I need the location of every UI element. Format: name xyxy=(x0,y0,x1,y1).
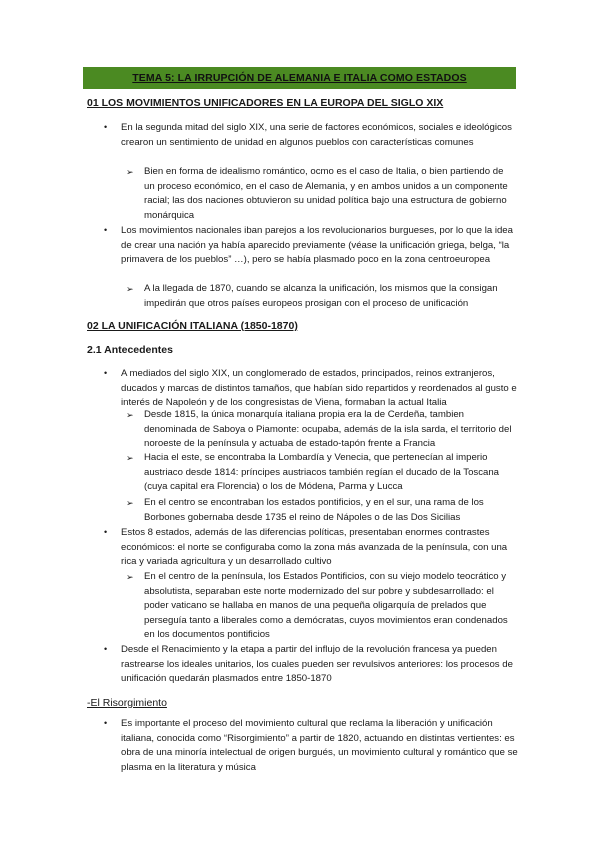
sub-list-item xyxy=(126,451,516,495)
arrow-bullet-icon: ➢ xyxy=(126,572,134,582)
list-item xyxy=(104,224,519,268)
list-item-text: Estos 8 estados, además de las diferencias políticas, presentaban enormes contrastes económicos: el norte se configuraba como la zona más avanzada de la península, con una rica y variada agricultura y un desarrollado cultivo xyxy=(121,527,508,568)
sub-list-item xyxy=(126,282,516,311)
list-item-text: Es importante el proceso del movimiento cultural que reclama la liberación y unificación italiana, conocida como “Risorgimiento” a partir de 1820, actuando en distintas vertientes: es obra de una minoría intelectual de origen burgués, un movimiento cultural y romántico que se plasma en la literatura y música xyxy=(121,718,518,773)
list-item-text: Hacia el este, se encontraba la Lombardía y Venecia, que pertenecían al imperio austriaco desde 1814: príncipes austriacos también regían el ducado de la Toscana (cuya capital era Florencia) o los de Módena, Parma y Lucca xyxy=(144,452,500,493)
arrow-bullet-icon: ➢ xyxy=(126,284,134,294)
list-item xyxy=(104,643,519,687)
section-heading: 02 LA UNIFICACIÓN ITALIANA (1850-1870) xyxy=(87,320,298,332)
sub-list-item xyxy=(126,496,516,525)
arrow-bullet-icon: ➢ xyxy=(126,498,134,508)
list-item-text: Desde el Renacimiento y la etapa a partir del influjo de la revolución francesa ya pueden rastrearse los ideales unitarios, los cuales pueden ser revulsivos anteriores: los procesos de unificación quedarán plasmados entre 1850-1870 xyxy=(121,644,513,685)
subsection-heading: 2.1 Antecedentes xyxy=(87,344,173,356)
list-item xyxy=(104,526,519,570)
section-heading: -El Risorgimiento xyxy=(87,697,167,709)
list-item xyxy=(104,121,519,150)
list-item-text: A mediados del siglo XIX, un conglomerado de estados, principados, reinos extranjeros, ducados y marcas de distintos tamaños, que habían sido repartidos y reordenados al gusto e interés de Napoleón y de los congresistas de Viena, formaban la actual Italia xyxy=(121,368,517,409)
title-banner xyxy=(83,67,516,89)
list-item-text: En el centro de la península, los Estados Pontificios, con su viejo modelo teocrático y absolutista, separaban este norte modernizado del sur pobre y subdesarrollado: el poder vaticano se hallaba en manos de una pequeña oligarquía de prelados que perseguía tanto a liberales como a demócratas, cuyos movimientos eran condenados en los documentos pontificios xyxy=(144,571,508,641)
arrow-bullet-icon: ➢ xyxy=(126,410,134,420)
arrow-bullet-icon: ➢ xyxy=(126,167,134,177)
document-title: TEMA 5: LA IRRUPCIÓN DE ALEMANIA E ITALIA COMO ESTADOS xyxy=(132,72,467,84)
bullet-icon: • xyxy=(104,122,108,132)
list-item-text: Los movimientos nacionales iban parejos a los revolucionarios burgueses, por lo que la idea de crear una nación ya había aparecido previamente (véase la unificación griega, belga, “la primavera de los pueblos” …), pero se había plasmado poco en la zona centroeuropea xyxy=(121,225,513,266)
list-item xyxy=(104,717,519,775)
sub-list-item xyxy=(126,165,516,223)
bullet-icon: • xyxy=(104,718,108,728)
bullet-icon: • xyxy=(104,225,108,235)
sub-list-item xyxy=(126,570,516,643)
list-item-text: Bien en forma de idealismo romántico, ocmo es el caso de Italia, o bien partiendo de un proceso económico, en el caso de Alemania, y en ambos unidos a un componente racial; las dos naciones obtuvieron su unidad política bajo una estructura de gobierno monárquica xyxy=(144,166,508,221)
list-item-text: Desde 1815, la única monarquía italiana propia era la de Cerdeña, tambien denominada de Saboya o Piamonte: ocupaba, además de la isla sarda, el territorio del noroeste de la península y actuaba de estado-tapón frente a Francia xyxy=(144,409,512,450)
sub-list-item xyxy=(126,408,516,452)
section-heading: 01 LOS MOVIMIENTOS UNIFICADORES EN LA EUROPA DEL SIGLO XIX xyxy=(87,97,444,109)
bullet-icon: • xyxy=(104,644,108,654)
bullet-icon: • xyxy=(104,527,108,537)
arrow-bullet-icon: ➢ xyxy=(126,453,134,463)
list-item-text: En el centro se encontraban los estados pontificios, y en el sur, una rama de los Borbones gobernaba desde 1735 el reino de Nápoles o de las Dos Sicilias xyxy=(144,497,484,523)
list-item-text: En la segunda mitad del siglo XIX, una serie de factores económicos, sociales e ideológicos crearon un sentimiento de unidad en algunos pueblos con características comunes xyxy=(121,122,512,148)
list-item xyxy=(104,367,519,411)
list-item-text: A la llegada de 1870, cuando se alcanza la unificación, los mismos que la consigan impedirán que otros países europeos prosigan con el proceso de unificación xyxy=(144,283,498,309)
bullet-icon: • xyxy=(104,368,108,378)
